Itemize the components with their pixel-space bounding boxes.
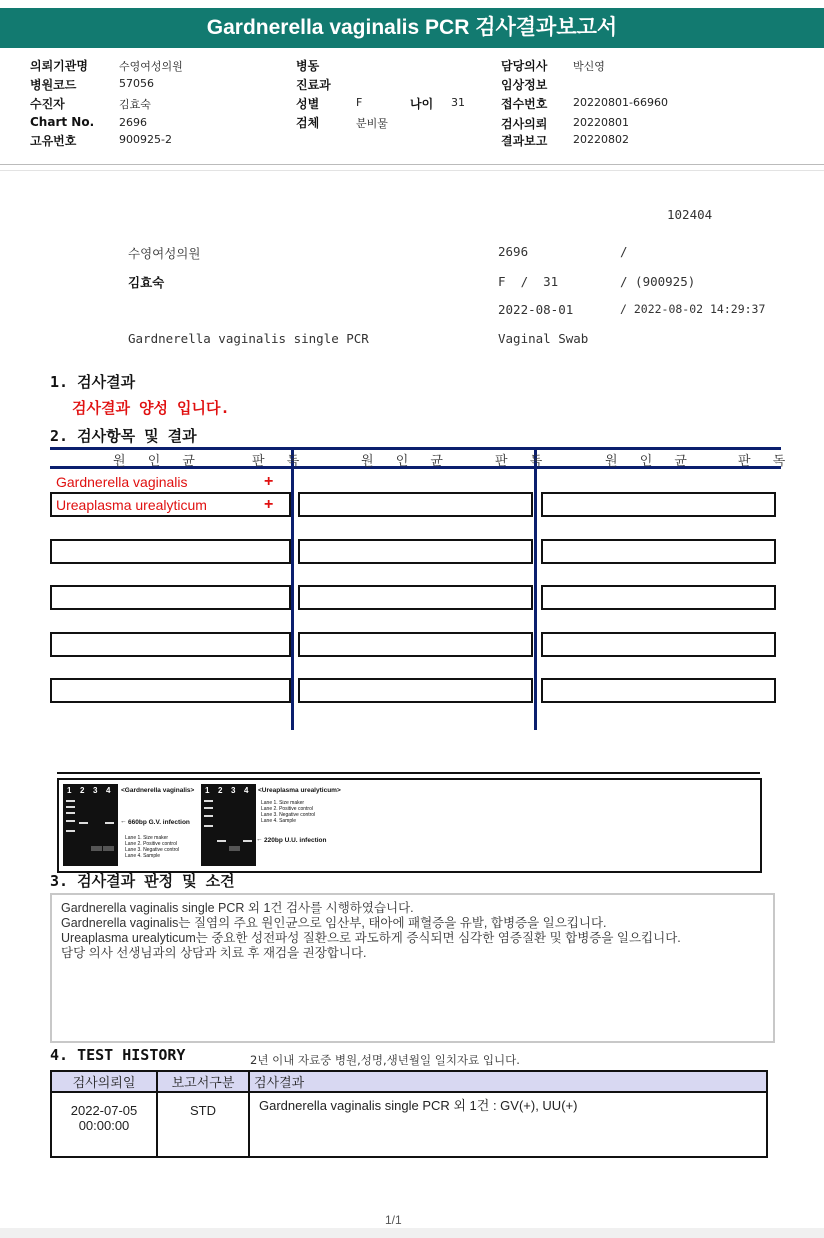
- sex-age: F / 31: [498, 274, 559, 289]
- result-cell: [541, 585, 776, 610]
- history-type: STD: [157, 1092, 249, 1157]
- finding-line: Ureaplasma urealyticum는 중요한 성전파성 질환으로 과도하게 증식되면 심각한 염증질환 및 합병증을 일으킵니다.: [61, 931, 681, 945]
- header-value: 57056: [119, 77, 154, 90]
- result-cell: [50, 585, 291, 610]
- section-3-title: 3. 검사결과 판정 및 소견: [50, 872, 235, 890]
- gel-title-uu: <Ureaplasma urealyticum>: [258, 787, 341, 794]
- figure-rule: [57, 772, 760, 774]
- header-label: 고유번호: [30, 134, 77, 148]
- col-header-result: 판 독: [495, 454, 552, 469]
- header-divider: [0, 164, 824, 165]
- header-value: 분비물: [356, 117, 388, 130]
- header-label: 성별: [296, 97, 320, 111]
- gel-band-gv: 660bp G.V. infection: [128, 819, 190, 826]
- lane-number: 4: [244, 786, 249, 795]
- lane-legend: Lane 3. Negative control: [125, 847, 180, 853]
- findings-box: [50, 893, 775, 1043]
- result-summary: 검사결과 양성 입니다.: [72, 399, 230, 417]
- col-header-result: 판 독: [252, 454, 309, 469]
- gel-title-gv: <Gardnerella vaginalis>: [121, 787, 195, 794]
- col-header-organism: 원 인 균: [113, 454, 204, 469]
- lane-number: 2: [218, 786, 223, 795]
- header-divider: [0, 170, 824, 171]
- lane-number: 2: [80, 786, 85, 795]
- header-value: 20220801: [573, 116, 629, 129]
- finding-line: Gardnerella vaginalis는 질염의 주요 원인균으로 임산부, 태아에 패혈증을 유발, 합병증을 일으킵니다.: [61, 916, 607, 930]
- lane-legend: Lane 1. Size maker: [125, 835, 169, 841]
- finding-line: 담당 의사 선생님과의 상담과 치료 후 재검을 권장합니다.: [61, 946, 367, 960]
- lane-number: 3: [93, 786, 98, 795]
- result-cell: [541, 678, 776, 703]
- chart-number: 2696: [498, 244, 529, 259]
- specimen: Vaginal Swab: [498, 331, 589, 346]
- result-cell: [298, 632, 533, 657]
- lane-legend: Lane 1. Size maker: [261, 800, 305, 806]
- history-date: [51, 1092, 157, 1157]
- header-label: 병원코드: [30, 78, 77, 92]
- result-cell: [298, 539, 533, 564]
- report-datetime: / 2022-08-02 14:29:37: [620, 302, 766, 316]
- lane-number: 4: [106, 786, 111, 795]
- history-result: Gardnerella vaginalis single PCR 외 1건 : GV(+), UU(+): [249, 1092, 767, 1157]
- report-code: 102404: [667, 207, 713, 222]
- lane-legend: Lane 4. Sample: [261, 818, 297, 824]
- header-label: 결과보고: [501, 134, 548, 148]
- patient-name: 김효숙: [128, 275, 165, 290]
- hospital-name: 수영여성의원: [128, 246, 201, 261]
- col-header-result: 판 독: [738, 454, 795, 469]
- header-label: 담당의사: [501, 59, 548, 73]
- result-cell: [298, 585, 533, 610]
- header-value: 900925-2: [119, 133, 172, 146]
- finding-line: Gardnerella vaginalis single PCR 외 1건 검사를 시행하였습니다.: [61, 901, 414, 915]
- section-4-title: 4. TEST HISTORY: [50, 1046, 186, 1064]
- header-value: 김효숙: [119, 98, 151, 111]
- header-value: F: [356, 96, 363, 109]
- history-note: 2년 이내 자료중 병원,성명,생년월일 일치자료 입니다.: [250, 1053, 520, 1067]
- history-date-value: 2022-07-05: [70, 1103, 138, 1118]
- table-row: [51, 1092, 767, 1157]
- header-label: 검사의뢰: [501, 117, 548, 131]
- header-label: 의뢰기관명: [30, 59, 88, 73]
- report-title: Gardnerella vaginalis PCR 검사결과보고서: [0, 8, 824, 48]
- gel-image-uu: [201, 784, 256, 866]
- col-header-organism: 원 인 균: [361, 454, 452, 469]
- history-header: 검사의뢰일: [51, 1071, 157, 1092]
- history-header: 보고서구분: [157, 1071, 249, 1092]
- header-value: 31: [451, 96, 465, 109]
- result-cell: [50, 632, 291, 657]
- lane-number: 1: [67, 786, 72, 795]
- gel-figure: [57, 778, 762, 873]
- header-value: 2696: [119, 116, 147, 129]
- header-label: 접수번호: [501, 97, 548, 111]
- header-label: Chart No.: [30, 115, 95, 129]
- result-cell: [298, 678, 533, 703]
- gel-band-uu: 220bp U.U. infection: [264, 837, 327, 844]
- result-cell: [50, 539, 291, 564]
- lane-legend: Lane 3. Negative control: [261, 812, 316, 818]
- gel-image-gv: [63, 784, 118, 866]
- organism-name: Ureaplasma urealyticum: [56, 497, 207, 513]
- lane-number: 1: [205, 786, 210, 795]
- result-cell: [541, 539, 776, 564]
- header-label: 수진자: [30, 97, 65, 111]
- header-value: 20220801-66960: [573, 96, 668, 109]
- result-positive: +: [264, 496, 274, 513]
- header-label: 나이: [410, 97, 434, 111]
- header-label: 검체: [296, 116, 320, 130]
- result-cell: [50, 678, 291, 703]
- col-header-organism: 원 인 균: [605, 454, 696, 469]
- birth-date: / (900925): [620, 274, 696, 289]
- lane-number: 3: [231, 786, 236, 795]
- organism-name: Gardnerella vaginalis: [56, 474, 188, 490]
- section-2-title: 2. 검사항목 및 결과: [50, 427, 197, 445]
- result-cell: [541, 492, 776, 517]
- header-value: 20220802: [573, 133, 629, 146]
- lane-legend: Lane 2. Positive control: [261, 806, 313, 812]
- section-1-title: 1. 검사결과: [50, 373, 136, 391]
- arrow-icon: ←: [120, 818, 127, 825]
- header-value: 박신영: [573, 60, 605, 73]
- result-positive: +: [264, 473, 274, 490]
- separator: /: [620, 244, 628, 259]
- lane-legend: Lane 4. Sample: [125, 853, 161, 859]
- page-number: 1/1: [385, 1213, 402, 1227]
- header-label: 진료과: [296, 78, 331, 92]
- history-time-value: 00:00:00: [78, 1118, 130, 1133]
- history-table: [50, 1070, 768, 1158]
- test-name: Gardnerella vaginalis single PCR: [128, 331, 369, 346]
- history-header: 검사결과: [249, 1071, 767, 1092]
- header-value: 수영여성의원: [119, 60, 183, 73]
- arrow-icon: ←: [256, 836, 263, 843]
- header-label: 임상정보: [501, 78, 548, 92]
- history-header-row: [51, 1071, 767, 1092]
- result-cell: [298, 492, 533, 517]
- request-date: 2022-08-01: [498, 302, 574, 317]
- header-label: 병동: [296, 59, 320, 73]
- result-cell: [541, 632, 776, 657]
- lane-legend: Lane 2. Positive control: [125, 841, 177, 847]
